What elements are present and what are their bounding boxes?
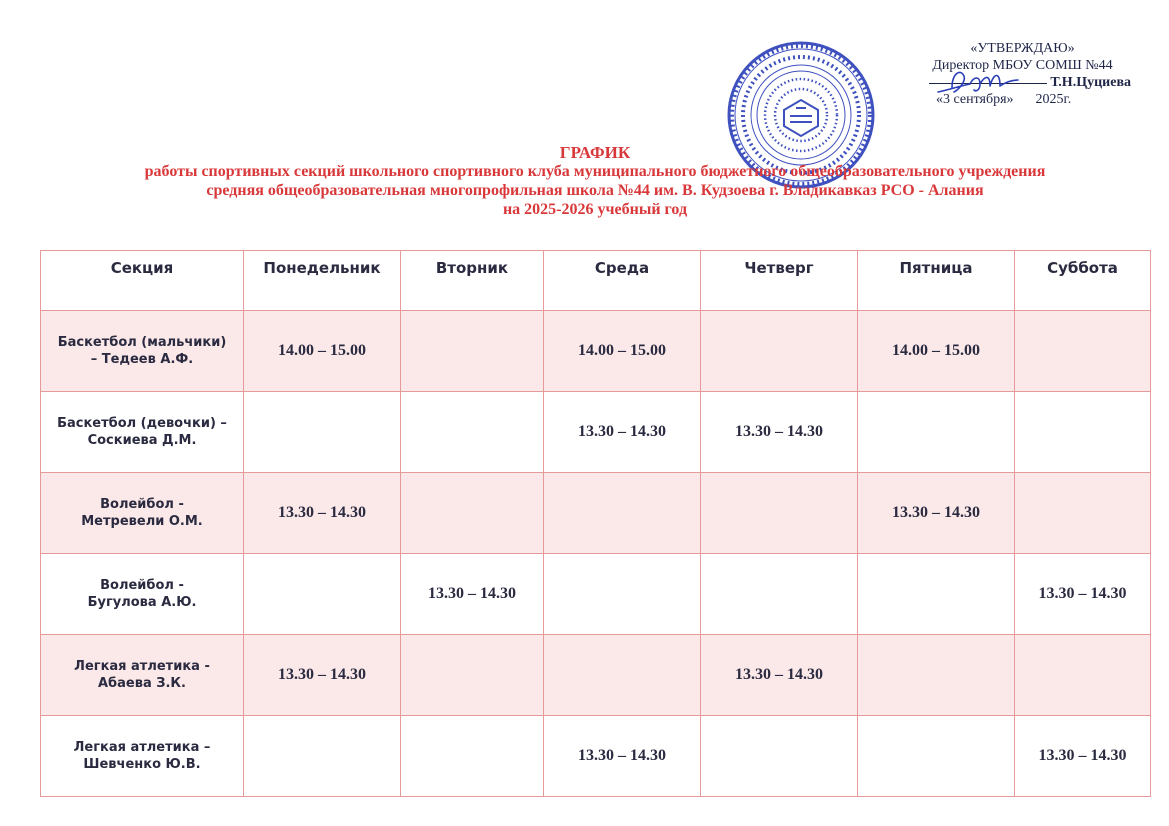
- time-cell: [1015, 635, 1151, 716]
- section-coach: Шевченко Ю.В.: [83, 757, 201, 772]
- time-cell: [244, 554, 401, 635]
- column-header: Секция: [41, 251, 244, 311]
- column-header: Суббота: [1015, 251, 1151, 311]
- time-cell: 14.00 – 15.00: [858, 311, 1015, 392]
- title-line-3: на 2025-2026 учебный год: [502, 201, 688, 218]
- approval-heading: «УТВЕРЖДАЮ»: [970, 41, 1075, 56]
- approval-position: Директор МБОУ СОМШ №44: [932, 58, 1113, 73]
- title-line-1: работы спортивных секций школьного спортивного клуба муниципального бюджетного общеобразовательного учреждения: [144, 163, 1046, 180]
- section-coach: Бугулова А.Ю.: [87, 595, 197, 610]
- table-header-row: [41, 251, 1151, 311]
- time-cell: 13.30 – 14.30: [244, 473, 401, 554]
- table-row: [41, 635, 1151, 716]
- column-header: Пятница: [858, 251, 1015, 311]
- time-cell: 14.00 – 15.00: [244, 311, 401, 392]
- approval-year: 2025г.: [1035, 92, 1072, 107]
- approval-signer: Т.Н.Цуциева: [1050, 75, 1131, 90]
- time-cell: [701, 311, 858, 392]
- time-cell: 13.30 – 14.30: [701, 635, 858, 716]
- time-cell: [858, 635, 1015, 716]
- time-cell: [858, 716, 1015, 797]
- section-cell: [41, 392, 244, 473]
- section-coach: Метревели О.М.: [81, 514, 203, 529]
- time-cell: 13.30 – 14.30: [401, 554, 544, 635]
- time-cell: [544, 554, 701, 635]
- time-cell: [401, 716, 544, 797]
- section-cell: [41, 311, 244, 392]
- table-row: [41, 311, 1151, 392]
- time-cell: 13.30 – 14.30: [858, 473, 1015, 554]
- title-line-2: средняя общеобразовательная многопрофильная школа №44 им. В. Кудзоева г. Владикавказ РСО - Алания: [206, 182, 984, 199]
- time-cell: [401, 392, 544, 473]
- time-cell: [401, 635, 544, 716]
- column-header: Вторник: [401, 251, 544, 311]
- title-heading: ГРАФИК: [559, 143, 631, 162]
- time-cell: 13.30 – 14.30: [1015, 716, 1151, 797]
- table-row: [41, 473, 1151, 554]
- section-name: Баскетбол (мальчики): [57, 335, 227, 350]
- section-name: Легкая атлетика -: [74, 659, 210, 674]
- time-cell: 13.30 – 14.30: [544, 716, 701, 797]
- column-header: Понедельник: [244, 251, 401, 311]
- section-cell: [41, 635, 244, 716]
- time-cell: [1015, 311, 1151, 392]
- time-cell: [544, 635, 701, 716]
- section-coach: – Тедеев А.Ф.: [90, 352, 194, 367]
- approval-date: «3 сентября»: [936, 92, 1014, 107]
- document-title: [40, 143, 1150, 219]
- time-cell: [401, 473, 544, 554]
- table-row: [41, 716, 1151, 797]
- time-cell: 13.30 – 14.30: [1015, 554, 1151, 635]
- time-cell: [244, 716, 401, 797]
- time-cell: [701, 554, 858, 635]
- time-cell: 14.00 – 15.00: [544, 311, 701, 392]
- section-cell: [41, 554, 244, 635]
- time-cell: [1015, 392, 1151, 473]
- schedule-table: [40, 250, 1151, 797]
- time-cell: 13.30 – 14.30: [701, 392, 858, 473]
- section-name: Легкая атлетика –: [73, 740, 211, 755]
- time-cell: [858, 392, 1015, 473]
- time-cell: [858, 554, 1015, 635]
- time-cell: 13.30 – 14.30: [244, 635, 401, 716]
- time-cell: [701, 473, 858, 554]
- section-name: Волейбол -: [100, 578, 184, 593]
- signature-image: [930, 62, 1020, 102]
- section-coach: Абаева З.К.: [98, 676, 186, 691]
- column-header: Четверг: [701, 251, 858, 311]
- time-cell: 13.30 – 14.30: [544, 392, 701, 473]
- time-cell: [244, 392, 401, 473]
- time-cell: [544, 473, 701, 554]
- section-name: Баскетбол (девочки) –: [57, 416, 227, 431]
- column-header: Среда: [544, 251, 701, 311]
- section-coach: Соскиева Д.М.: [87, 433, 197, 448]
- table-row: [41, 554, 1151, 635]
- time-cell: [701, 716, 858, 797]
- table-row: [41, 392, 1151, 473]
- section-cell: [41, 716, 244, 797]
- section-name: Волейбол -: [100, 497, 184, 512]
- time-cell: [1015, 473, 1151, 554]
- section-cell: [41, 473, 244, 554]
- time-cell: [401, 311, 544, 392]
